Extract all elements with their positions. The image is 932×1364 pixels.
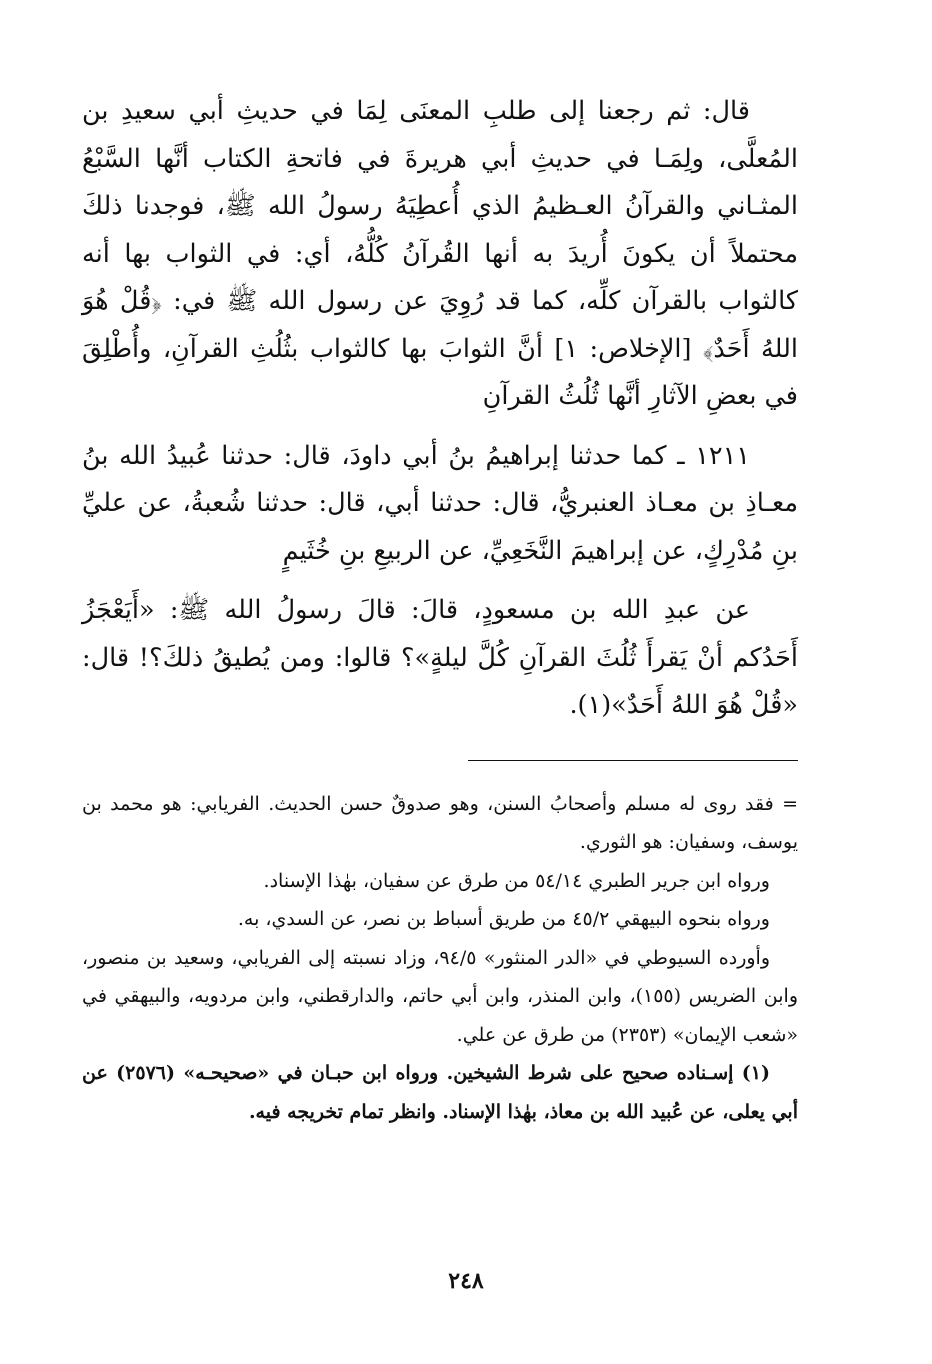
paragraph-hadith-text: عن عبدِ الله بن مسعودٍ، قالَ: قالَ رسولُ الله ﷺ: «أَيَعْجَزُ أَحَدُكم أنْ يَقرأَ ثُلُثَ القرآنِ كُلَّ ليلةٍ»؟ قالوا: ومن يُطيقُ ذلكَ؟! قال: «قُلْ هُوَ اللهُ أَحَدٌ»(١).: [82, 595, 798, 720]
paragraph-commentary: قال: ثم رجعنا إلى طلبِ المعنَى لِمَا في حديثِ أبي سعيدِ بن المُعلَّى، ولِمَـا في حديثِ أبي هريرةَ في فاتحةِ الكتاب أنَّها السَّبْعُ المثـاني والقرآنُ العـظيمُ الذي أُعطِيَهُ رسولُ الله ﷺ، فوجدنا ذلكَ محتملاً أن يكونَ أُريدَ به أنها القُرآنُ كُلُّهُ، أي: في الثواب بها أنه كالثواب بالقرآن كلِّه، كما قد رُوِيَ عن رسول الله ﷺ في: ﴿قُلْ هُوَ اللهُ أَحَدٌ﴾ [الإخلاص: ١] أنَّ الثوابَ بها كالثواب بثُلُثِ القرآنِ، وأُطْلِقَ في بعضِ الآثارِ أنَّها ثُلُثُ القرآنِ: [82, 96, 798, 411]
footnote-line-bayhaqi: ورواه بنحوه البيهقي ٤٥/٢ من طريق أسباط بن نصر، عن السدي، به.: [237, 908, 770, 930]
footnote-line-suyuti: وأورده السيوطي في «الدر المنثور» ٩٤/٥، وزاد نسبته إلى الفريابي، وسعيد بن منصور، وابن الضريس (١٥٥)، وابن المنذر، وابن أبي حاتم، والدارقطني، وابن مردويه، والبيهقي في «شعب الإيمان» (٢٣٥٣) من طرق عن علي.: [82, 946, 798, 1046]
main-text: [82, 88, 798, 730]
footnote-1: (١) إسـناده صحيح على شرط الشيخين. ورواه ابن حبـان في «صحيحـه» (٢٥٧٦) عن أبي يعلى، عن عُبيد الله بن معاذ، بهٰذا الإسناد. وانظر تمام تخريجه فيه.: [82, 1062, 798, 1123]
footnote-continuation: = فقد روى له مسلم وأصحابُ السنن، وهو صدوقٌ حسن الحديث. الفريابي: هو محمد بن يوسف، وسفيان: هو الثوري.: [82, 792, 798, 853]
page-number: ٢٤٨: [448, 1268, 484, 1294]
footnote-line-tabari: ورواه ابن جرير الطبري ٥٤/١٤ من طرق عن سفيان، بهٰذا الإسناد.: [263, 869, 770, 892]
paragraph-hadith-chain: ١٢١١ ـ كما حدثنا إبراهيمُ بنُ أبي داودَ، قال: حدثنا عُبيدُ الله بنُ معـاذِ بن معـاذ العنبريُّ، قال: حدثنا أبي، قال: حدثنا شُعبةُ، عن عليِّ بنِ مُدْرِكٍ، عن إبراهيمَ النَّخَعِيِّ، عن الربيعِ بنِ خُثَيمٍ: [82, 440, 798, 566]
footnotes: [82, 785, 798, 1132]
page-body: [82, 88, 798, 1131]
footnote-divider: [468, 760, 798, 761]
